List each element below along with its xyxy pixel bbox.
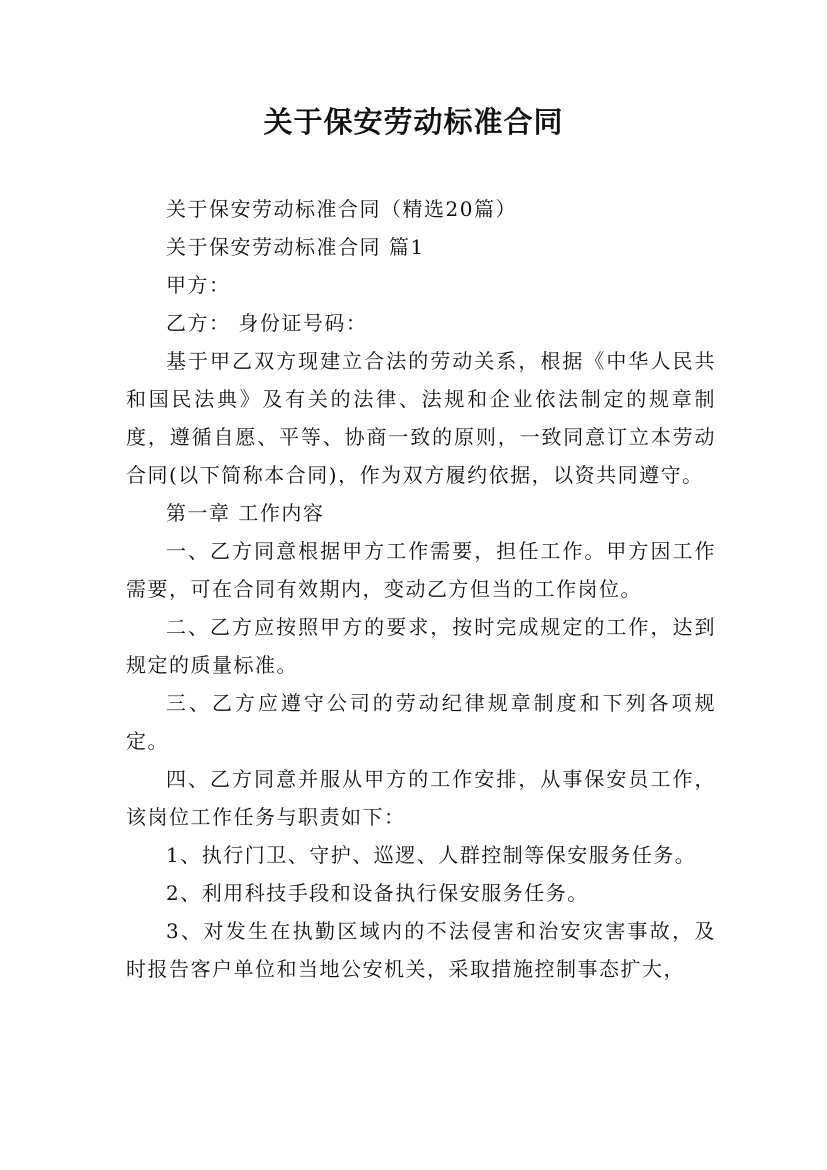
paragraph-party-a: 甲方： xyxy=(166,273,231,297)
paragraph-party-b: 乙方： 身份证号码： xyxy=(166,311,368,335)
paragraph-clause-1: 一、乙方同意根据甲方工作需要，担任工作。甲方因工作需要，可在合同有效期内，变动乙方但当的工作岗位。 xyxy=(126,539,716,601)
paragraph-duty-2: 2、利用科技手段和设备执行保安服务任务。 xyxy=(166,881,589,905)
paragraph-section-heading: 关于保安劳动标准合同 篇1 xyxy=(166,235,425,259)
paragraph-clause-3: 三、乙方应遵守公司的劳动纪律规章制度和下列各项规定。 xyxy=(126,691,716,753)
paragraph-chapter-1: 第一章 工作内容 xyxy=(166,501,325,525)
paragraph-duty-3: 3、对发生在执勤区域内的不法侵害和治安灾害事故，及时报告客户单位和当地公安机关，采取措施控制事态扩大， xyxy=(126,919,716,981)
paragraph-duty-1: 1、执行门卫、守护、巡逻、人群控制等保安服务任务。 xyxy=(166,843,697,867)
paragraph-preamble: 基于甲乙双方现建立合法的劳动关系，根据《中华人民共和国民法典》及有关的法律、法规和企业依法制定的规章制度，遵循自愿、平等、协商一致的原则，一致同意订立本劳动合同(以下简称本合同)，作为双方履约依据，以资共同遵守。 xyxy=(126,349,716,487)
document-title: 关于保安劳动标准合同 xyxy=(263,105,564,139)
document-body xyxy=(126,190,716,988)
paragraph-clause-2: 二、乙方应按照甲方的要求，按时完成规定的工作，达到规定的质量标准。 xyxy=(126,615,716,677)
paragraph-subtitle: 关于保安劳动标准合同（精选20篇） xyxy=(166,197,517,221)
paragraph-clause-4: 四、乙方同意并服从甲方的工作安排，从事保安员工作，该岗位工作任务与职责如下： xyxy=(126,767,716,829)
